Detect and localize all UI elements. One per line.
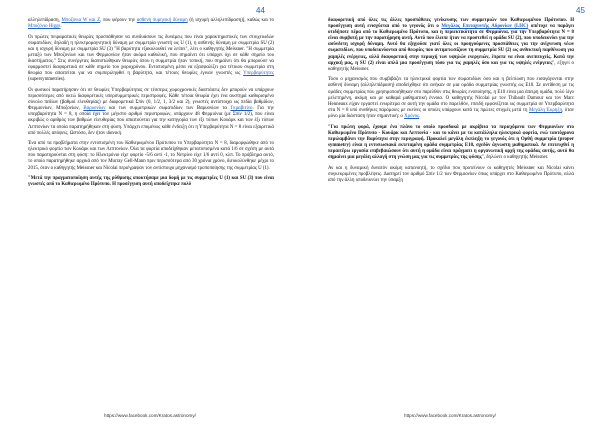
paragraph: αλληλεπίδραση, Μποζόνια W και Z, που φέρουν την ασθενή πυρηνική δύναμη (ή ισχυρή αλληλεπίδραση)], καθώς και το Μποζόνιο Higgs. xyxy=(28,18,274,30)
quote-paragraph: "Για πρώτη φορά, έχουμε ένα πλάνο το οποίο προσδοκά με ακρίβεια τα περιεχόμενα των Φερμιονίων στο Καθιερωμένο Πρότυπο - Κουάρκ και Λεπτονία - και το κάνει με τα κατάλληλα ηλεκτρικά φορτία, ενώ ταυτόχρονα περιλαμβάνει την Βαρύτητα στην περιγραφή. Προκαλεί μεγάλη έκπληξη το γεγονός ότι η Ορθή συμμετρία (proper symmetry) είναι η εντυπωσιακά εκτεταμένη ομάδα συμμετρίας E10, σχεδόν άγνωστη μαθηματικά. Αν επιτευχθεί η περαιτέρω εργασία επιβεβαιώσουν ότι αυτή η ομάδα είναι πράγματι η οργανωτική αρχή της ομάδας αυτής, αυτό θα σημαίνει μια μεγάλη αλλαγή στη γνώση μας για τις συμμετρίες της φύσης", δηλώνει ο καθηγητής Meissner. xyxy=(328,124,574,160)
link-big-bang[interactable]: Μεγάλη Έκρηξη xyxy=(528,107,563,113)
link-supergravity[interactable]: Υπερβαρύτητες xyxy=(243,71,274,77)
paragraph: Οι φυσικοί παρατήρησαν ότι σε θεωρίες Υπερβαρύτητας σε τέσσερις χωροχρονικές διαστάσεις δεν μπορούν να υπάρχουν περισσότερες από οκτώ διαφορετικές υπερσυμμετρικές περιστροφές. Κάθε τέτοια θεωρία έχει ένα αυστηρά καθορισμένο σύνολο πεδίων (βαθμοί ελευθερίας) με διαφορετικά Σπίν (0, 1/2, 1, 3/2 και 2), γνωστές αντίστοιχα ως πεδία βαθμίδων, Φερμιονίων, Μποζονίων, Βαρυονίων και των συμμετρικών σωματιδίων των Βαρυονίων τα Γκραβιτίνο. Για την υπερβαρύτητα N = 8, η οποία έχει τον μέγιστο αριθμό περιστροφών, υπάρχουν 48 Φερμιόνια (με Σπίν 1/2), που είναι ακριβώς ο αριθμός των βαθμών ελευθερίας που απαιτούνται για την κατηγορία των έξι τύπων Κουάρκ και των έξι τύπων Λεπτονίων τα οποία παρατηρήθηκαν στη φύση. Υπάρχει επομένως κάθε ένδειξη ότι η Υπερβαρύτητα N = 8 είναι εξαιρετικά από πολλές απόψεις. Ωστόσο, δεν ήταν ιδανική. xyxy=(28,87,274,136)
paragraph: Οι πρώτες πειραματικές θεωρίες προσπάθησαν να συνδυάσουν τις δυνάμεις που είναι χαρακτηριστικές των στοιχειωδών σωματιδίων, δηλαδή η ηλεκτρομαγνητική δύναμη με συμμετρία γνωστή ως U (1), η ασθενής δύναμη με συμμετρία SU (2) και η ισχυρή δύναμη με συμμετρία SU (3) "Η βαρύτητα εξακολουθεί να λείπει", λέει ο καθηγητής Meissner. "Η συμμετρία μεταξύ των Μποζονίων και των Φερμιονίων ήταν ακόμα καθολική, που σημαίνει ότι υπάρχει όχι σε κάθε σημείο του διαστήματος." Στις συνέργειες διαπιστώθηκαν θεωρίες όπου η συμμετρία ήταν τοπική, που σημαίνει ότι θα μπορούσε να εφαρμοστεί διαφορετικά σε κάθε σημείο του χωροχρόνου. Εντοπισμένη μέσα να εξασφαλίζει για τέτοιου συμμετρία στη θεωρία που απαιτείται για να συμπεριληφθεί η βαρύτητα, και τέτοιες θεωρίες έγιναν γνωστές ως Υπερβαρύτητες (supersymmetries). xyxy=(28,34,274,83)
link-higgs-boson[interactable]: Μποζόνιο Higgs xyxy=(28,24,61,30)
quote-paragraph: "Μετά την πραγματοποίηση αυτής της ρύθμισης αποκτήσαμε μια δομή με τις συμμετρίες U (1) και SU (3) που είναι γνωστές από το Καθιερωμένο Πρότυπο. Η προσέγγιση αυτή αποδείχτηκε πολύ xyxy=(28,176,274,188)
text-column xyxy=(28,18,274,193)
footer-url: https://www.facebook.com/Kratos.astronomy/ xyxy=(404,413,496,418)
quote-paragraph: διαφορετική από όλες τις άλλες προσπάθειες γενίκευσης των συμμετριών του Καθιερωμένου Πρότυπου. Η προσέγγιση αυτή ενισχύεται από το γεγονός ότι ο Μεγάλος Επιταχυντής Αδρονίων (LHC) απέτυχε να παράγει οτιδήποτε πέρα από το Καθιερωμένο Πρότυπο, και η περιεκτικότητα σε Φερμιόνια, για την Υπερβαρύτητα N = 8 είναι συμβατή με την παρατήρηση αυτή. Αυτό που έλειπε ήταν να προστεθεί η ομάδα SU (2), που υποδεικνύει για την ασύνδετη ισχυρή δύναμη. Αυτό θα εξηγούσε γιατί όλες οι προηγούμενες προσπάθειες για την ανίχνευση νέων σωματιδίων, που υποδεικνύονται από θεωρίες που αντιμετωπίζουν τη συμμετρία SU (2) ως ανθεκτική παρθένωση για χαμηλές ενέργειες, αλλά διαφορετική στην περιοχή των υψηλών ενεργειών, έπρεπε να είναι ανεπιτυχείς. Κατά την αρχική μας, η SU (2) είναι απλά μια προσέγγιση τόσο για τις χαμηλές όσο και για τις υψηλές ενέργειες", εξηγεί ο καθηγητής Meissner. xyxy=(328,18,575,72)
text-column xyxy=(328,18,574,188)
paragraph: Αν και η δυναμική δυνατόν ακόμη κατανοητή, το σχέδιο που προτείνουν οι καθηγητές Meissner και Nicolai κάνει συγκεκριμένες προβλέψεις. Διατηρεί τον αριθμό Σπίν 1/2 των Φερμιονίων όπως υπάρχει στο Καθιερωμένο Πρότυπο, αλλά από την άλλη υποδεικνύει την ύπαρξη xyxy=(328,165,574,183)
link-gravitino[interactable]: Γκραβιτίνο xyxy=(230,106,253,112)
page-number: 45 xyxy=(576,6,585,15)
link-weak-force[interactable]: ασθενή πυρηνική δύναμη xyxy=(136,18,188,23)
link-baryons[interactable]: Βαρυονίων xyxy=(83,106,106,112)
right-page xyxy=(300,0,600,424)
paragraph: Ένα από τα προβλήματα στην εντοπισμένη του Καθιερωμένου Πρότυπου το Υπερβαρύτητα N = 8, διαμορφώθηκε από το ηλεκτρικό φορτίο των Κουάρκ και των Λεπτονίων. Όλα τα φορτία αποδείχθηκαν μετατοπισμένα κατά 1/6 σε σχέση με αυτά που παρατηρούνται στη φύση: το Ηλεκτρόνιο είχε φορτίο -5/6 αντί -1, το Νετρίνο είχε 1/6 αντί 0, κλπ. Το πρόβλημα αυτό, το οποίο παρατηρήθηκε αρχικά από τον Murray Gell-Mann πριν περισσότερα από 30 χρόνια χρόνο, διευκολύνθηκε μέχρι το 2015, όταν ο καθηγητής Meissner και Nicolai περιέγραψαν τον αντίστοιχο μηχανισμό τροποποίησης της συμμετρίας U (1). xyxy=(28,141,274,171)
paragraph: Τόσο ο μηχανισμός που συμβιβάζει τα ηλεκτρικά φορτία των σωματιδίων όσο και η βελτίωση που εισαγάγονται στην ασθενή δύναμη (αλληλεπίδραση) αποδείχθηκε ότι ανήκαν σε μια ομάδα συμμετρίας γνωστής ως E10. Σε αντίθεση με τις ομάδες συμμετρίας που χρησιμοποιήθηκαν στο παρελθόν στις θεωρίες ενοποίησης, η E10 είναι μια άπειρη ομάδα, πολύ λίγο μελετημένη, ακόμη και με καθαρά μαθηματική έννοια. Ο καθηγητής Nicolai με τον Thibault Damour και τον Marc Henneaux είχαν εργαστεί ενωρίτερα σε αυτή την ομάδα στο παρελθόν, επειδή εμφανίζεται ως συμμετρία σε Υπερβαρύτητα στα N = 8 υπό συνθήκες παρόμοιες με εκείνες οι οποίες υπάρχουν κατά τις πρώτες στιγμές μετά τη Μεγάλη Έκρηξη, όταν μόνο μία διάσταση ήταν σημαντική: ο Χρόνος. xyxy=(328,77,574,119)
link-w-z-bosons[interactable]: Μποζόνια W και Z xyxy=(61,18,101,23)
link-lhc[interactable]: Μεγάλος Επιταχυντής Αδρονίων (LHC) xyxy=(441,24,529,30)
link-time[interactable]: Χρόνος xyxy=(404,113,420,119)
page-number: 44 xyxy=(256,6,265,15)
footer-url: https://www.facebook.com/Kratos.astronomy/ xyxy=(104,413,196,418)
